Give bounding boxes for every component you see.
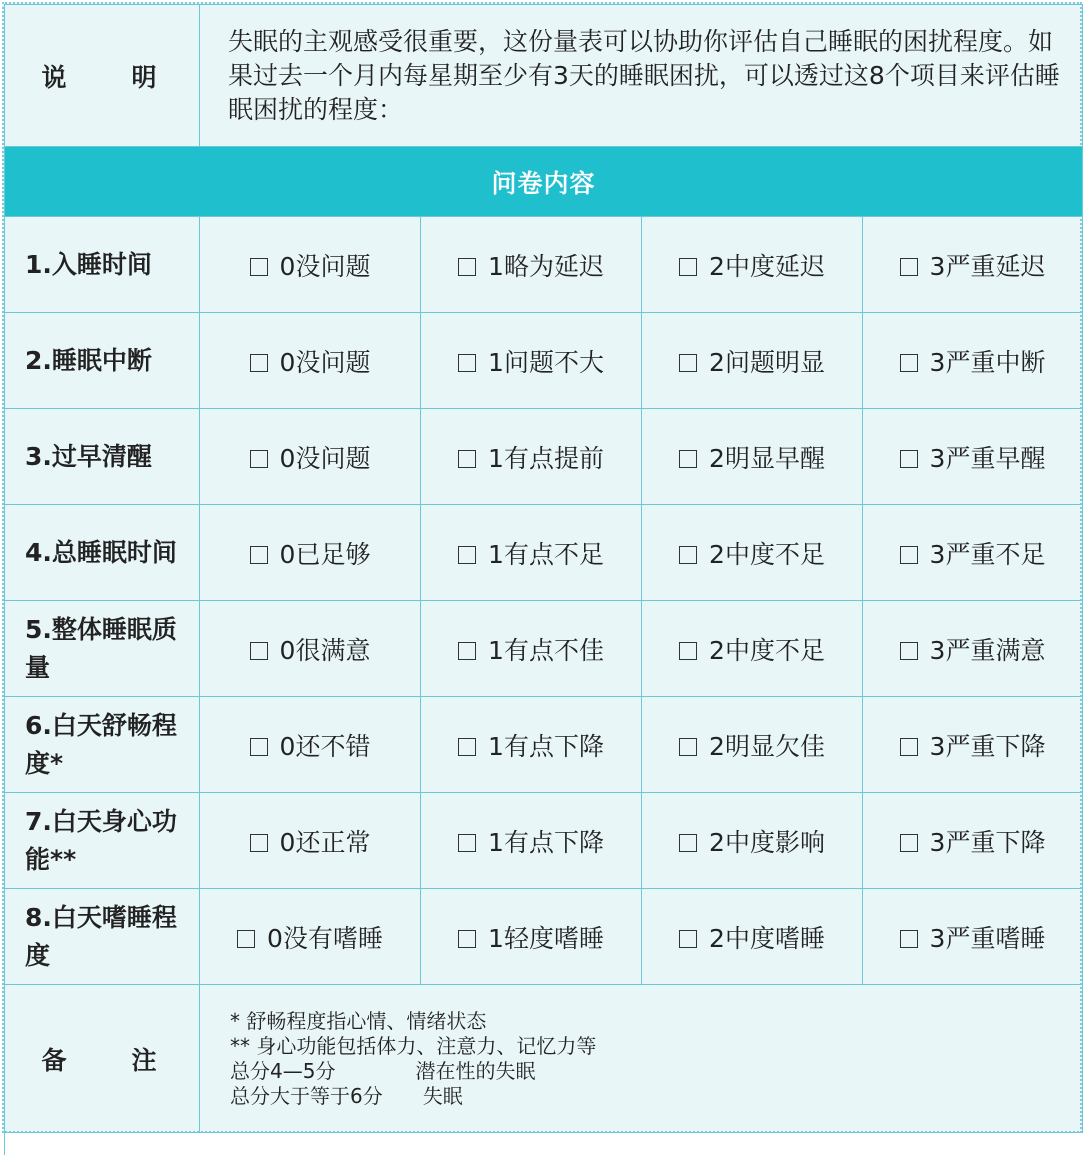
checkbox-icon[interactable] — [458, 546, 476, 564]
notes-label: 备 注 — [5, 985, 200, 1133]
option-label: 1轻度嗜睡 — [488, 923, 604, 953]
checkbox-icon[interactable] — [679, 546, 697, 564]
option-cell[interactable] — [642, 793, 863, 889]
item-row — [5, 697, 1083, 793]
option-cell[interactable] — [642, 889, 863, 985]
checkbox-icon[interactable] — [679, 642, 697, 660]
option-label: 2明显早醒 — [709, 443, 825, 473]
checkbox-icon[interactable] — [900, 354, 918, 372]
option-cell[interactable] — [863, 697, 1083, 793]
option-cell[interactable] — [863, 217, 1083, 313]
item-row — [5, 601, 1083, 697]
section-band — [5, 147, 1083, 217]
option-cell[interactable] — [421, 793, 642, 889]
item-label: 1.入睡时间 — [5, 217, 200, 313]
questionnaire-sheet — [2, 2, 1082, 1133]
note-line: 总分4—5分 潜在性的失眠 — [230, 1058, 536, 1083]
note-line: 总分大于等于6分 失眠 — [230, 1083, 463, 1108]
option-label: 0没问题 — [279, 443, 371, 473]
option-cell[interactable] — [863, 313, 1083, 409]
note-line: ** 身心功能包括体力、注意力、记忆力等 — [230, 1033, 597, 1058]
option-label: 0没问题 — [279, 251, 371, 281]
insomnia-scale-table — [4, 4, 1083, 1155]
option-cell[interactable] — [421, 505, 642, 601]
option-cell[interactable] — [863, 889, 1083, 985]
item-row — [5, 793, 1083, 889]
option-label: 3严重下降 — [929, 827, 1046, 857]
option-cell[interactable] — [200, 217, 421, 313]
option-cell[interactable] — [200, 793, 421, 889]
option-cell[interactable] — [200, 505, 421, 601]
checkbox-icon[interactable] — [250, 642, 268, 660]
option-label: 0已足够 — [279, 539, 371, 569]
option-label: 2中度影响 — [709, 827, 825, 857]
item-row — [5, 409, 1083, 505]
option-label: 1有点下降 — [488, 827, 604, 857]
option-label: 1有点提前 — [488, 443, 604, 473]
notes-text — [200, 985, 1083, 1133]
option-label: 0很满意 — [279, 635, 371, 665]
option-label: 1有点不佳 — [488, 635, 604, 665]
checkbox-icon[interactable] — [250, 354, 268, 372]
option-label: 3严重中断 — [929, 347, 1046, 377]
item-label: 4.总睡眠时间 — [5, 505, 200, 601]
item-row — [5, 313, 1083, 409]
checkbox-icon[interactable] — [900, 258, 918, 276]
checkbox-icon[interactable] — [237, 930, 255, 948]
option-label: 0没有嗜睡 — [267, 923, 383, 953]
item-row — [5, 505, 1083, 601]
checkbox-icon[interactable] — [679, 258, 697, 276]
option-label: 3严重延迟 — [929, 251, 1046, 281]
checkbox-icon[interactable] — [900, 450, 918, 468]
checkbox-icon[interactable] — [679, 354, 697, 372]
note-line: * 舒畅程度指心情、情绪状态 — [230, 1008, 487, 1033]
checkbox-icon[interactable] — [458, 930, 476, 948]
item-row — [5, 217, 1083, 313]
checkbox-icon[interactable] — [250, 834, 268, 852]
checkbox-icon[interactable] — [900, 546, 918, 564]
intro-row — [5, 5, 1083, 147]
item-label: 8.白天嗜睡程度 — [5, 889, 200, 985]
items-body — [5, 217, 1083, 985]
option-cell[interactable] — [642, 313, 863, 409]
option-label: 1有点下降 — [488, 731, 604, 761]
option-cell[interactable] — [200, 697, 421, 793]
option-label: 1问题不大 — [488, 347, 604, 377]
option-cell[interactable] — [200, 313, 421, 409]
option-cell[interactable] — [642, 409, 863, 505]
option-cell[interactable] — [642, 697, 863, 793]
option-label: 0还不错 — [279, 731, 371, 761]
checkbox-icon[interactable] — [900, 930, 918, 948]
option-label: 0没问题 — [279, 347, 371, 377]
option-cell[interactable] — [421, 697, 642, 793]
option-cell[interactable] — [421, 313, 642, 409]
option-cell[interactable] — [642, 217, 863, 313]
option-cell[interactable] — [200, 601, 421, 697]
option-cell[interactable] — [421, 409, 642, 505]
option-cell[interactable] — [863, 505, 1083, 601]
option-label: 3严重满意 — [929, 635, 1046, 665]
item-row — [5, 889, 1083, 985]
option-cell[interactable] — [421, 889, 642, 985]
option-label: 3严重嗜睡 — [929, 923, 1046, 953]
band-title: 问卷内容 — [5, 147, 1083, 217]
intro-label: 说 明 — [5, 5, 200, 147]
option-cell[interactable] — [642, 505, 863, 601]
option-label: 2明显欠佳 — [709, 731, 825, 761]
item-label: 5.整体睡眠质量 — [5, 601, 200, 697]
option-cell[interactable] — [200, 889, 421, 985]
option-label: 2中度延迟 — [709, 251, 825, 281]
option-cell[interactable] — [863, 601, 1083, 697]
option-label: 2问题明显 — [709, 347, 825, 377]
tail-row — [5, 1133, 1083, 1155]
option-cell[interactable] — [863, 409, 1083, 505]
checkbox-icon[interactable] — [458, 450, 476, 468]
checkbox-icon[interactable] — [679, 930, 697, 948]
item-label: 2.睡眠中断 — [5, 313, 200, 409]
checkbox-icon[interactable] — [250, 450, 268, 468]
option-cell[interactable] — [863, 793, 1083, 889]
checkbox-icon[interactable] — [458, 834, 476, 852]
option-cell[interactable] — [642, 601, 863, 697]
option-label: 3严重不足 — [929, 539, 1046, 569]
item-label: 6.白天舒畅程度* — [5, 697, 200, 793]
notes-row — [5, 985, 1083, 1133]
checkbox-icon[interactable] — [900, 642, 918, 660]
checkbox-icon[interactable] — [250, 738, 268, 756]
option-label: 1有点不足 — [488, 539, 604, 569]
checkbox-icon[interactable] — [458, 642, 476, 660]
option-cell[interactable] — [200, 409, 421, 505]
option-label: 1略为延迟 — [488, 251, 604, 281]
intro-text: 失眠的主观感受很重要，这份量表可以协助你评估自己睡眠的困扰程度。如果过去一个月内每星期至少有3天的睡眠困扰，可以透过这8个项目来评估睡眠困扰的程度： — [200, 5, 1083, 147]
option-label: 3严重早醒 — [929, 443, 1046, 473]
item-label: 7.白天身心功能** — [5, 793, 200, 889]
checkbox-icon[interactable] — [458, 738, 476, 756]
checkbox-icon[interactable] — [900, 834, 918, 852]
checkbox-icon[interactable] — [900, 738, 918, 756]
option-label: 2中度嗜睡 — [709, 923, 825, 953]
checkbox-icon[interactable] — [250, 258, 268, 276]
checkbox-icon[interactable] — [458, 258, 476, 276]
checkbox-icon[interactable] — [679, 450, 697, 468]
option-cell[interactable] — [421, 601, 642, 697]
option-label: 2中度不足 — [709, 635, 825, 665]
option-label: 0还正常 — [279, 827, 371, 857]
checkbox-icon[interactable] — [250, 546, 268, 564]
checkbox-icon[interactable] — [679, 834, 697, 852]
option-label: 2中度不足 — [709, 539, 825, 569]
item-label: 3.过早清醒 — [5, 409, 200, 505]
option-cell[interactable] — [421, 217, 642, 313]
option-label: 3严重下降 — [929, 731, 1046, 761]
checkbox-icon[interactable] — [679, 738, 697, 756]
checkbox-icon[interactable] — [458, 354, 476, 372]
